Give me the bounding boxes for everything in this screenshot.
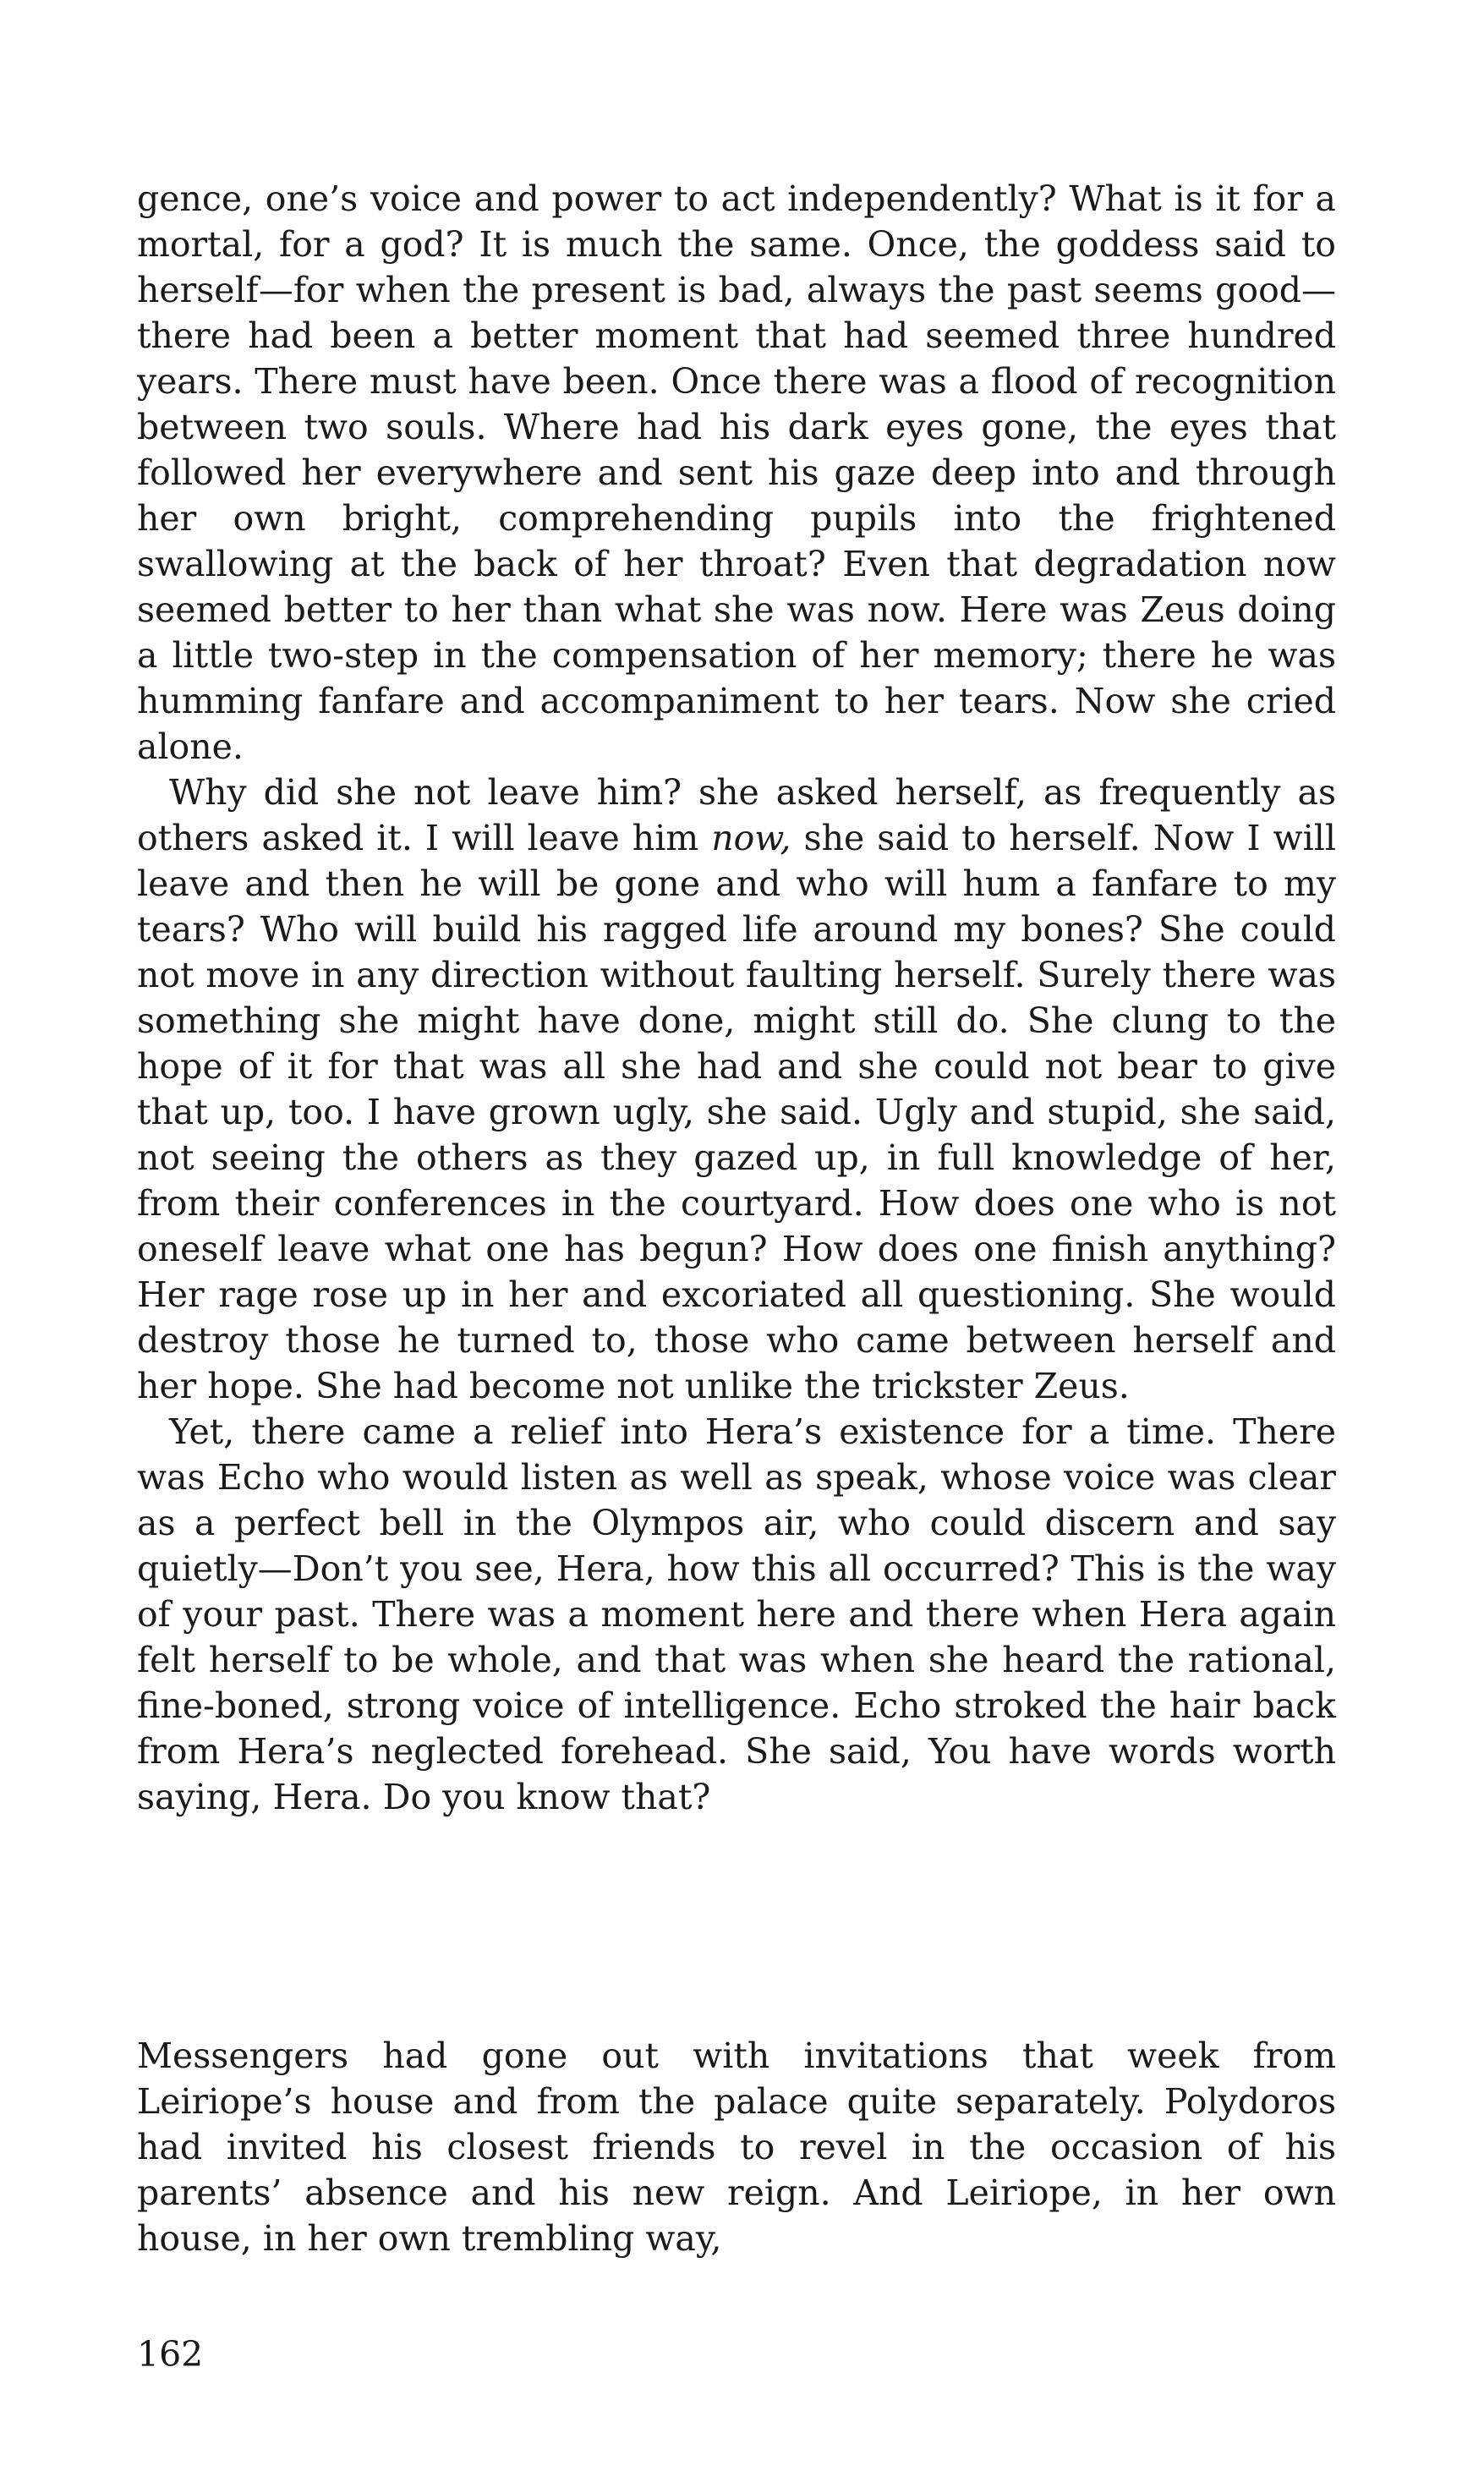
paragraph-4: Messengers had gone out with invitations that week from Leiriope’s house and from the palace quite separately. Polydoros had invited his closest friends to revel in the occasion of his parents’ absence and his new reign. And Leiriope, in her own house, in her own trembling way, — [137, 2035, 1336, 2259]
paragraph-1-text: gence, one’s voice and power to act independently? What is it for a mortal, for a god? It is much the same. Once, the goddess said to herself—for when the present is bad, always the past seems good—there had been a better moment that had seemed three hundred years. There must have been. Once there was a flood of recognition between two souls. Where had his dark eyes gone, the eyes that followed her everywhere and sent his gaze deep into and through her own bright, comprehending pupils into the frightened swallowing at the back of her throat? Even that degradation now seemed better to her than what she was now. Here was Zeus doing a little two-step in the compensation of her memory; there he was humming fanfare and accompaniment to her tears. Now she cried alone. — [137, 178, 1336, 767]
paragraph-3 — [137, 1409, 1336, 1820]
paragraph-2 — [137, 770, 1336, 1409]
paragraph-2-text-before: Why did she not leave him? she asked herself, as frequently as others asked it. I will leave him — [137, 772, 1336, 858]
paragraph-3-text: Yet, there came a relief into Hera’s existence for a time. There was Echo who would listen as well as speak, whose voice was clear as a perfect bell in the Olympos air, who could discern and say quietly—Don’t you see, Hera, how this all occurred? This is the way of your past. There was a moment here and there when Hera again felt herself to be whole, and that was when she heard the rational, fine-boned, strong voice of intelligence. Echo stroked the hair back from Hera’s neglected forehead. She said, You have words worth saying, Hera. Do you know that? — [137, 1411, 1336, 1817]
paragraph-1 — [137, 176, 1336, 770]
paragraph-2-text-after: she said to herself. Now I will leave and then he will be gone and who will hum a fanfare to my tears? Who will build his ragged life around my bones? She could not move in any direction without faulting herself. Surely there was something she might have done, might still do. She clung to the hope of it for that was all she had and she could not bear to give that up, too. I have grown ugly, she said. Ugly and stupid, she said, not seeing the others as they gazed up, in full knowledge of her, from their conferences in the courtyard. How does one who is not oneself leave what one has begun? How does one finish anything? Her rage rose up in her and excoriated all questioning. She would destroy those he turned to, those who came between herself and her hope. She had become not unlike the trickster Zeus. — [137, 818, 1336, 1406]
main-text-section — [137, 176, 1336, 1820]
paragraph-2-emphasis: now, — [711, 818, 791, 858]
page-number: 162 — [137, 2334, 204, 2375]
new-section-text — [137, 2033, 1336, 2261]
